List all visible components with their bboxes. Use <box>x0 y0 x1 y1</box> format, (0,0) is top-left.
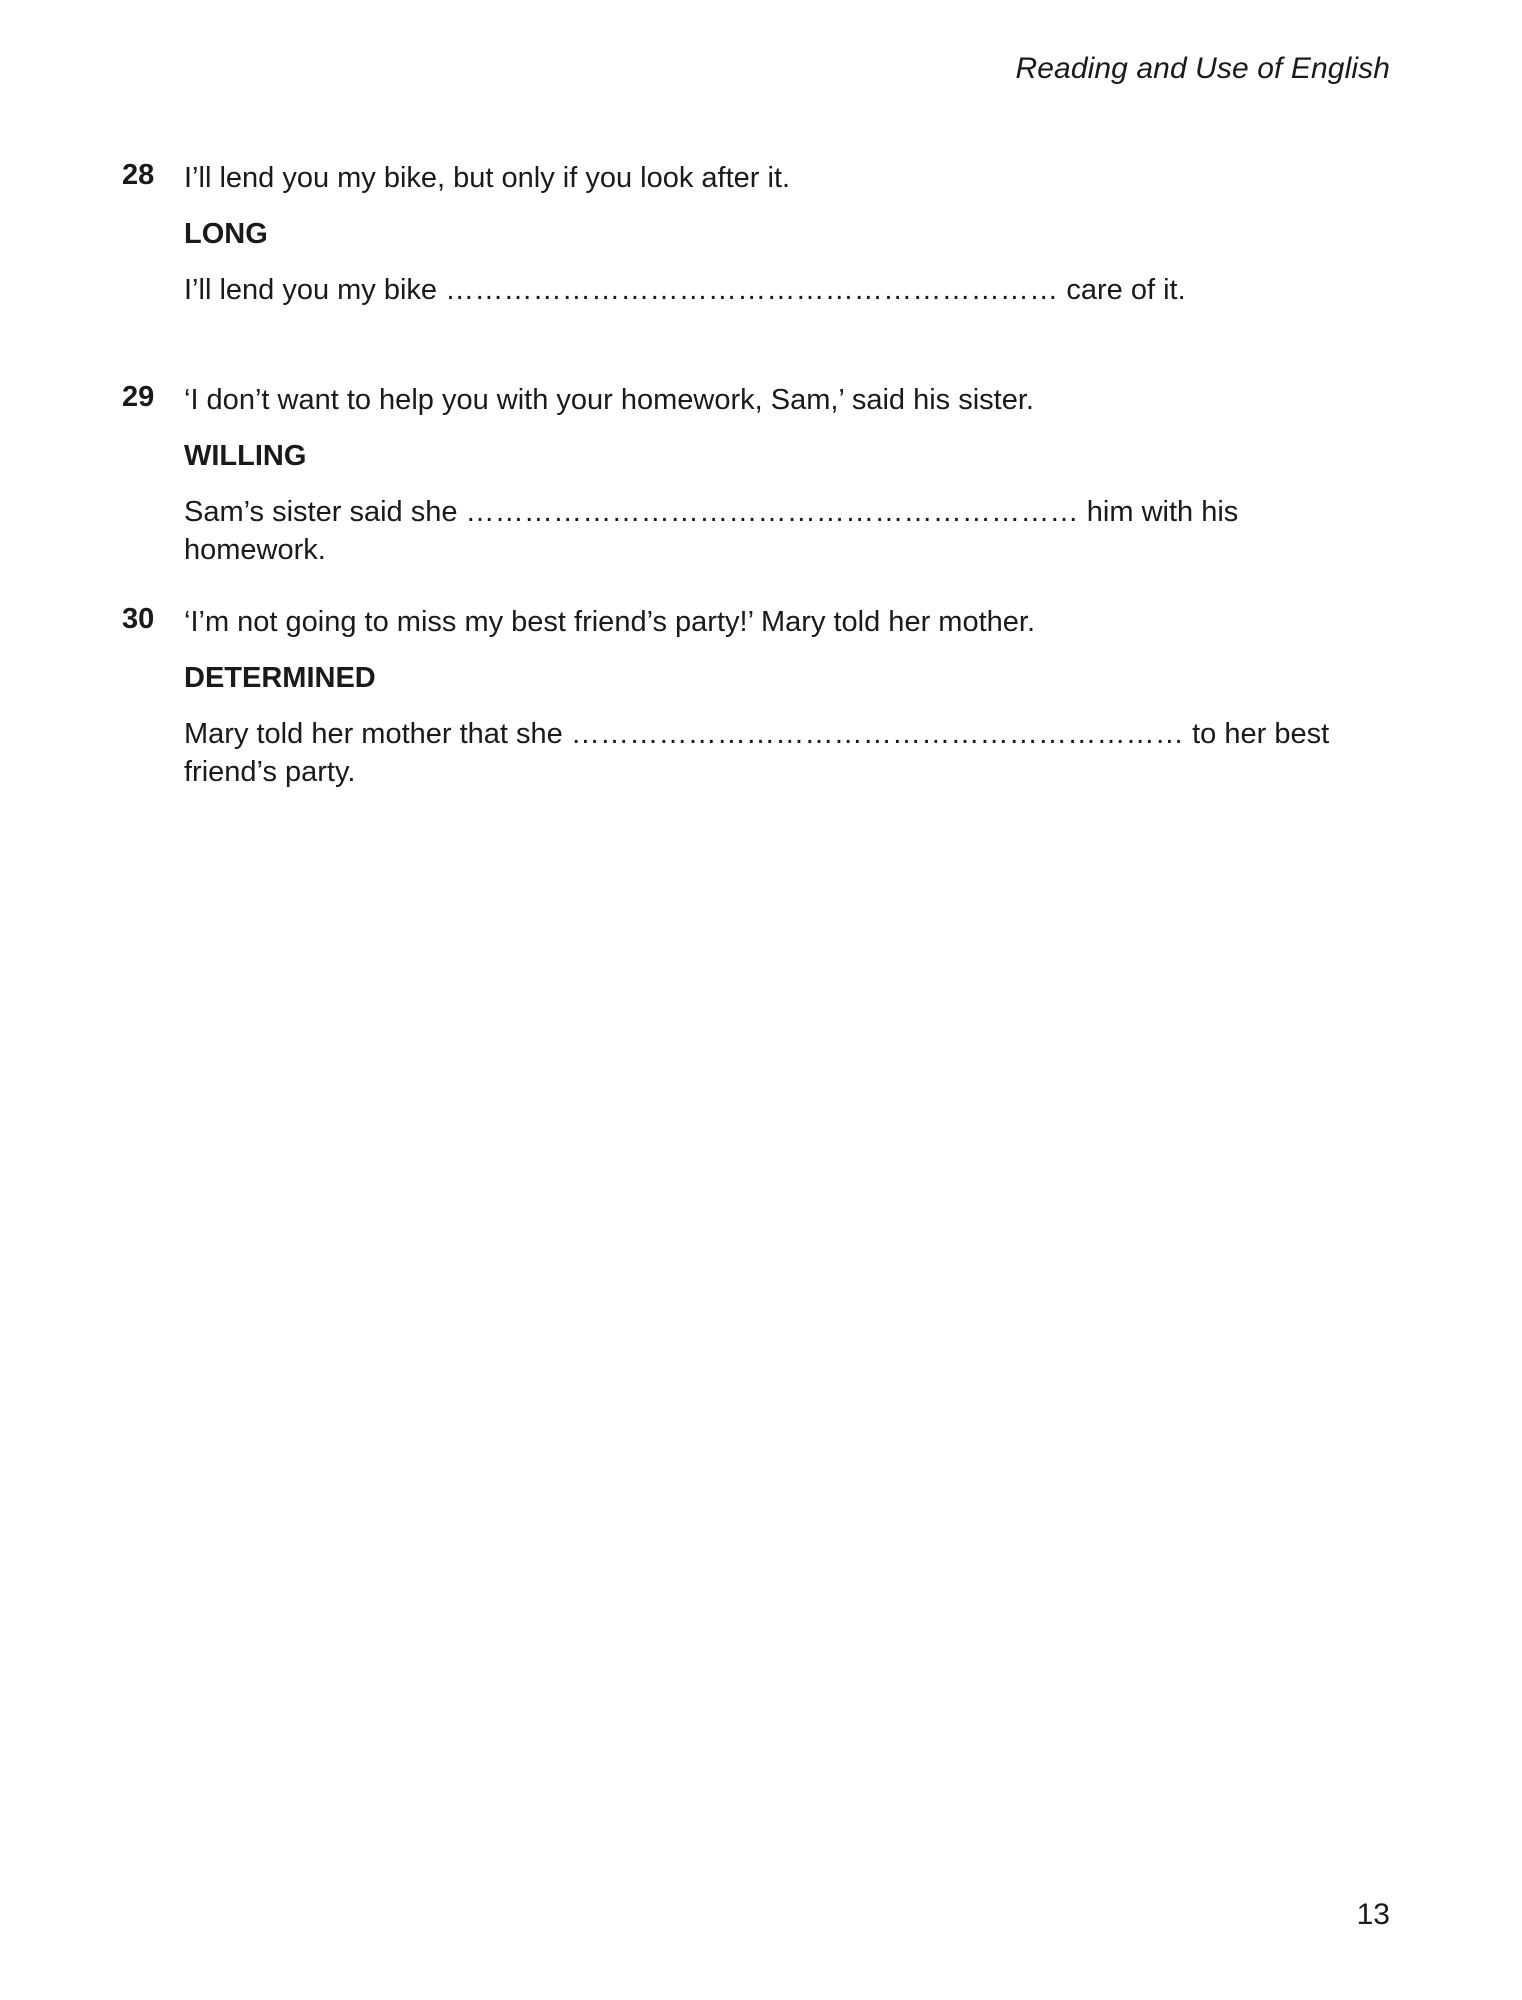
answer-gap: ……………………………………………………… <box>445 274 1059 306</box>
answer-gap: ……………………………………………………… <box>570 718 1185 750</box>
question-prompt: I’ll lend you my bike, but only if you look after it. <box>184 162 791 194</box>
answer-start: I’ll lend you my bike <box>184 274 438 306</box>
answer-sentence <box>184 715 1344 791</box>
question-keyword: WILLING <box>184 440 307 472</box>
answer-sentence <box>184 493 1374 569</box>
question-body <box>184 603 1374 791</box>
answer-end: care of it. <box>1066 274 1186 306</box>
question-keyword: LONG <box>184 218 268 250</box>
question-number: 30 <box>122 603 155 635</box>
answer-gap: ……………………………………………………… <box>465 496 1079 528</box>
question-number: 28 <box>122 159 155 191</box>
answer-sentence <box>184 271 1374 309</box>
question-body <box>184 381 1374 569</box>
answer-start: Mary told her mother that she <box>184 718 563 750</box>
page-number: 13 <box>1356 1898 1390 1931</box>
answer-end: to her best friend’s party. <box>184 718 1330 788</box>
question-keyword: DETERMINED <box>184 662 376 694</box>
answer-end: him with his homework. <box>184 496 1239 566</box>
question-number: 29 <box>122 381 155 413</box>
question-body <box>184 159 1374 309</box>
running-header: Reading and Use of English <box>1015 52 1390 85</box>
answer-start: Sam’s sister said she <box>184 496 458 528</box>
question-prompt: ‘I’m not going to miss my best friend’s party!’ Mary told her mother. <box>184 606 1035 638</box>
question-prompt: ‘I don’t want to help you with your homework, Sam,’ said his sister. <box>184 384 1034 416</box>
